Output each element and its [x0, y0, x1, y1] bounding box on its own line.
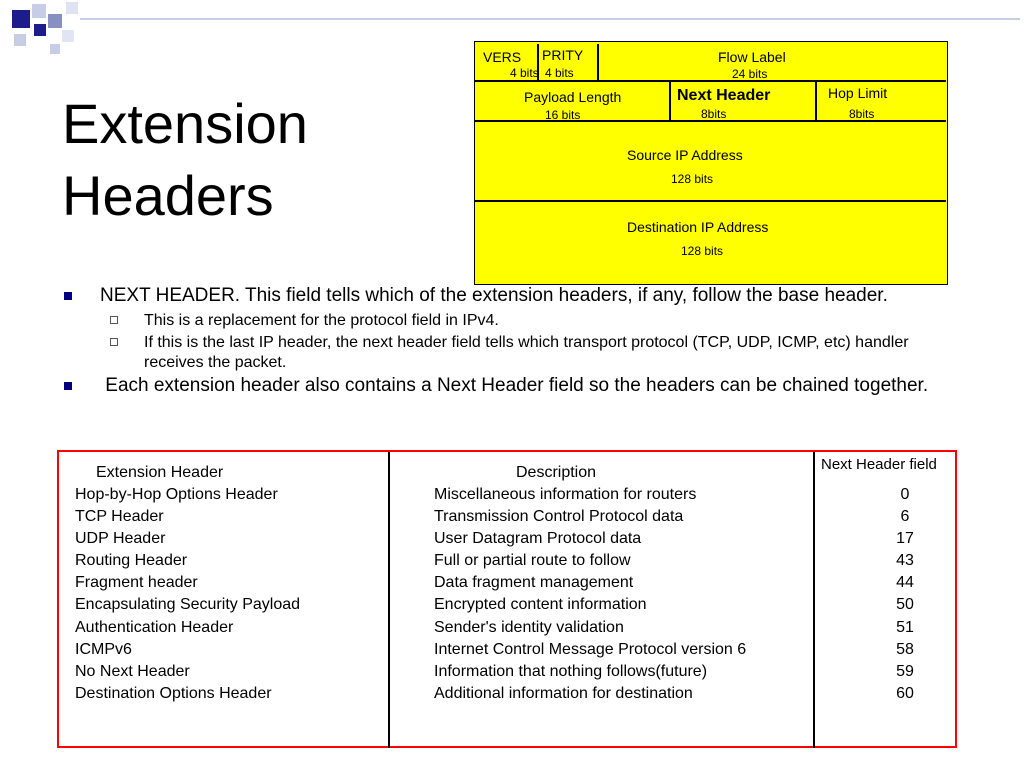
table-row: [0, 683, 1024, 705]
hollow-square-bullet-icon: [110, 338, 118, 346]
cell-description: Information that nothing follows(future): [434, 662, 708, 680]
destination-address-label: Destination IP Address: [627, 219, 769, 235]
cell-extension: ICMPv6: [75, 640, 132, 658]
source-address-bits: 128 bits: [671, 172, 714, 186]
table-row: [0, 528, 1024, 550]
square-bullet-icon: [64, 382, 72, 390]
bullet-next-header: [62, 285, 962, 307]
cell-next-header: 51: [896, 618, 914, 636]
cell-next-header: 59: [896, 662, 914, 680]
hop-limit-bits: 8bits: [849, 107, 875, 121]
column-header-description: Description: [516, 464, 597, 481]
cell-extension: Authentication Header: [75, 618, 234, 636]
sub-bullet-text: If this is the last IP header, the next header field tells which transport protocol (TCP, UDP, ICMP, etc) handler receives the packet.: [144, 334, 909, 371]
next-header-bits: 8bits: [701, 107, 727, 121]
next-header-label: Next Header: [677, 87, 771, 104]
cell-next-header: 43: [896, 552, 914, 570]
table-row: [0, 639, 1024, 661]
cell-next-header: 60: [896, 684, 914, 702]
cell-extension: UDP Header: [75, 530, 166, 548]
cell-next-header: 17: [896, 530, 914, 548]
slide-title: [62, 88, 442, 232]
hollow-square-bullet-icon: [110, 316, 118, 324]
payload-length-bits: 16 bits: [545, 108, 581, 122]
sub-bullet-replacement: [62, 311, 962, 331]
cell-description: User Datagram Protocol data: [434, 530, 642, 548]
cell-next-header: 44: [896, 574, 914, 592]
table-row: [0, 506, 1024, 528]
table-body: [0, 484, 1024, 705]
table-row: [0, 572, 1024, 594]
cell-next-header: 50: [896, 596, 914, 614]
flow-label: Flow Label: [718, 49, 786, 65]
table-row: [0, 617, 1024, 639]
sub-bullet-last-header: [62, 333, 962, 373]
cell-next-header: 0: [900, 486, 910, 503]
cell-extension: No Next Header: [75, 662, 190, 680]
bullet-list: [62, 285, 962, 401]
hop-limit-label: Hop Limit: [828, 85, 888, 101]
bullet-text: NEXT HEADER. This field tells which of the extension headers, if any, follow the base header.: [100, 285, 888, 306]
bullet-text: Each extension header also contains a Next Header field so the headers can be chained together.: [100, 375, 929, 396]
prity-label: PRITY: [542, 47, 584, 63]
table-row: [0, 484, 1024, 506]
cell-extension: Hop-by-Hop Options Header: [75, 486, 278, 503]
cell-extension: Routing Header: [75, 552, 188, 570]
table-row: [0, 661, 1024, 683]
cell-extension: Fragment header: [75, 574, 198, 592]
prity-bits: 4 bits: [545, 66, 574, 80]
sub-bullet-text: This is a replacement for the protocol field in IPv4.: [144, 312, 499, 329]
bullet-chained: [62, 375, 962, 397]
cell-next-header: 6: [900, 508, 910, 526]
column-header-extension: Extension Header: [96, 464, 224, 481]
ipv6-header-diagram: [474, 41, 948, 285]
cell-description: Sender's identity validation: [434, 618, 624, 636]
table-row: [0, 594, 1024, 616]
cell-description: Encrypted content information: [434, 596, 647, 614]
cell-description: Full or partial route to follow: [434, 552, 631, 570]
cell-description: Internet Control Message Protocol version 6: [434, 640, 747, 658]
source-address-label: Source IP Address: [627, 147, 743, 163]
title-line-1: Extension: [62, 92, 308, 155]
title-line-2: Headers: [62, 164, 274, 227]
vers-bits: 4 bits: [510, 66, 539, 80]
vers-label: VERS: [483, 49, 522, 65]
destination-address-bits: 128 bits: [681, 244, 724, 258]
square-bullet-icon: [64, 292, 72, 300]
cell-description: Transmission Control Protocol data: [434, 508, 684, 526]
flow-label-bits: 24 bits: [732, 67, 768, 81]
cell-description: Additional information for destination: [434, 684, 693, 702]
payload-length-label: Payload Length: [524, 89, 622, 105]
cell-extension: TCP Header: [75, 508, 164, 526]
cell-next-header: 58: [896, 640, 914, 658]
cell-extension: Encapsulating Security Payload: [75, 596, 301, 614]
table-row: [0, 550, 1024, 572]
cell-extension: Destination Options Header: [75, 684, 272, 702]
cell-description: Data fragment management: [434, 574, 634, 592]
column-header-next-header-field: Next Header field: [821, 456, 937, 473]
cell-description: Miscellaneous information for routers: [434, 486, 697, 503]
